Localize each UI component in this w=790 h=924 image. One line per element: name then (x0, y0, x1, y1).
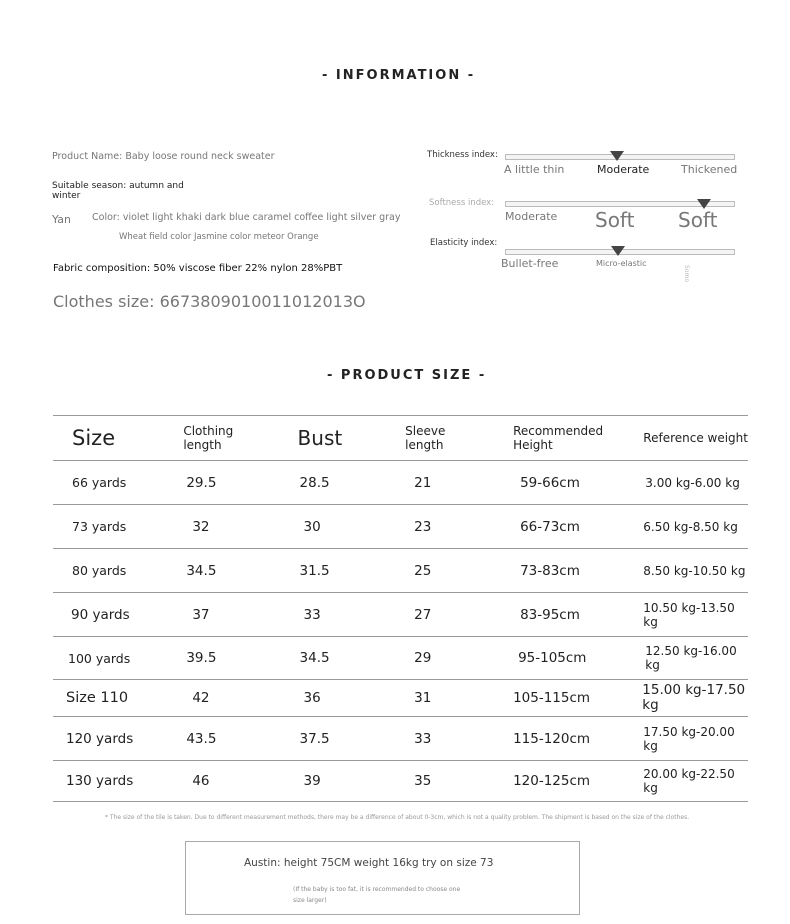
size-cell: Size 110 (53, 680, 183, 717)
header-sleeve-length-text: Sleeve length (405, 424, 446, 452)
softness-index-label: Softness index: (429, 198, 495, 208)
length-cell: 42 (183, 680, 295, 717)
size-table (53, 415, 748, 802)
length-cell: 29.5 (183, 461, 295, 505)
height-cell: 66-73cm (513, 505, 641, 549)
bust-cell: 39 (296, 761, 406, 802)
color-prefix: Yan (52, 213, 71, 226)
sleeve-cell: 23 (405, 505, 513, 549)
product-size-title: - PRODUCT SIZE - (327, 368, 487, 383)
header-size: Size (53, 416, 183, 461)
fabric-composition: Fabric composition: 50% viscose fiber 22% nylon 28%PBT (53, 263, 343, 274)
weight-cell: 10.50 kg-13.50 kg (641, 593, 748, 637)
bust-cell: 36 (296, 680, 406, 717)
bust-cell: 34.5 (296, 637, 406, 680)
thickness-option-moderate: Moderate (597, 163, 650, 176)
sleeve-cell: 21 (405, 461, 513, 505)
header-clothing-length (183, 416, 295, 461)
size-table-header (53, 416, 748, 461)
sleeve-cell: 31 (405, 680, 513, 717)
tryon-note-line-2: size larger) (293, 897, 327, 904)
table-row (53, 680, 748, 717)
height-cell: 59-66cm (513, 461, 641, 505)
elasticity-option-bullet-free: Bullet-free (501, 257, 559, 270)
elasticity-option-somo: Somo (683, 265, 690, 282)
sleeve-cell: 35 (405, 761, 513, 802)
length-cell: 32 (183, 505, 295, 549)
table-row (53, 637, 748, 680)
elasticity-marker-icon (611, 246, 625, 256)
sleeve-cell: 29 (405, 637, 513, 680)
weight-cell: 6.50 kg-8.50 kg (641, 505, 748, 549)
sleeve-cell: 27 (405, 593, 513, 637)
size-cell: 80 yards (53, 549, 183, 593)
information-title: - INFORMATION - (322, 68, 476, 83)
header-recommended-height (513, 416, 641, 461)
bust-cell: 30 (296, 505, 406, 549)
height-cell: 105-115cm (513, 680, 641, 717)
elasticity-index-label: Elasticity index: (430, 238, 498, 248)
tryon-text: Austin: height 75CM weight 16kg try on size 73 (244, 857, 494, 869)
table-row (53, 761, 748, 802)
size-cell: 66 yards (53, 461, 183, 505)
size-cell: 130 yards (53, 761, 183, 802)
height-cell: 73-83cm (513, 549, 641, 593)
size-disclaimer: * The size of the tile is taken. Due to different measurement methods, there may be a difference of about 0-3cm, which is not a quality problem. The shipment is based on the size of the clothes. (105, 814, 690, 821)
color-line-2: Wheat field color Jasmine color meteor Orange (119, 232, 319, 242)
header-recommended-height-text: Recommended Height (513, 424, 604, 452)
thickness-option-thickened: Thickened (681, 163, 738, 176)
table-row (53, 461, 748, 505)
product-name: Product Name: Baby loose round neck sweater (52, 151, 275, 162)
height-cell: 120-125cm (513, 761, 641, 802)
softness-option-moderate: Moderate (505, 210, 558, 223)
weight-cell: 12.50 kg-16.00 kg (641, 637, 748, 680)
height-cell: 115-120cm (513, 717, 641, 761)
season-line-2: winter (52, 191, 81, 201)
length-cell: 37 (183, 593, 295, 637)
softness-option-soft-2: Soft (678, 208, 718, 232)
elasticity-option-micro-elastic: Micro-elastic (596, 259, 647, 268)
softness-option-soft: Soft (595, 208, 635, 232)
weight-cell: 17.50 kg-20.00 kg (641, 717, 748, 761)
color-line-1: Color: violet light khaki dark blue caramel coffee light silver gray (92, 212, 401, 223)
bust-cell: 28.5 (296, 461, 406, 505)
length-cell: 39.5 (183, 637, 295, 680)
height-cell: 95-105cm (513, 637, 641, 680)
table-row (53, 593, 748, 637)
tryon-box (185, 841, 580, 915)
table-row (53, 505, 748, 549)
table-row (53, 717, 748, 761)
table-row (53, 549, 748, 593)
thickness-marker-icon (610, 151, 624, 161)
size-cell: 73 yards (53, 505, 183, 549)
bust-cell: 37.5 (296, 717, 406, 761)
thickness-option-thin: A little thin (504, 163, 565, 176)
tryon-note-line-1: (If the baby is too fat, it is recommended to choose one (293, 886, 461, 893)
size-cell: 90 yards (53, 593, 183, 637)
sleeve-cell: 33 (405, 717, 513, 761)
header-reference-weight: Reference weight (641, 416, 748, 461)
height-cell: 83-95cm (513, 593, 641, 637)
weight-cell: 8.50 kg-10.50 kg (641, 549, 748, 593)
size-cell: 120 yards (53, 717, 183, 761)
header-clothing-length-text: Clothing length (183, 424, 234, 452)
length-cell: 46 (183, 761, 295, 802)
sleeve-cell: 25 (405, 549, 513, 593)
weight-cell: 15.00 kg-17.50 kg (641, 680, 748, 717)
weight-cell: 3.00 kg-6.00 kg (641, 461, 748, 505)
header-bust: Bust (296, 416, 406, 461)
size-cell: 100 yards (53, 637, 183, 680)
thickness-index-label: Thickness index: (427, 150, 498, 160)
length-cell: 34.5 (183, 549, 295, 593)
weight-cell: 20.00 kg-22.50 kg (641, 761, 748, 802)
clothes-size: Clothes size: 6673809010011012013O (53, 292, 366, 311)
season-line-1: Suitable season: autumn and (52, 181, 184, 191)
length-cell: 43.5 (183, 717, 295, 761)
bust-cell: 31.5 (296, 549, 406, 593)
header-sleeve-length (405, 416, 513, 461)
bust-cell: 33 (296, 593, 406, 637)
